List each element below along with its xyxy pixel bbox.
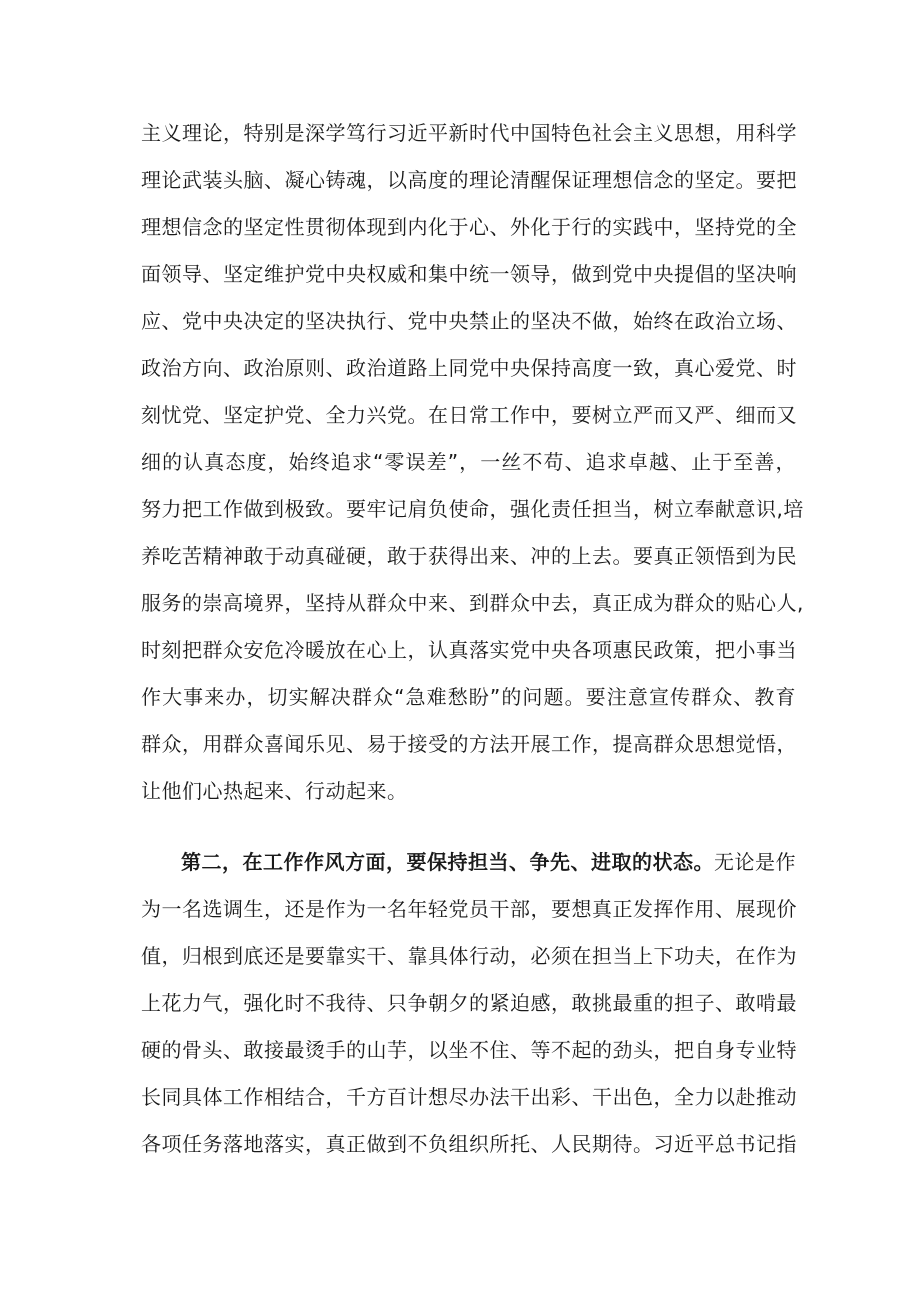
p2-line-3: 值，归根到底还是要靠实干、靠具体行动，必须在担当上下功夫，在作为 bbox=[141, 944, 797, 968]
p2-line-7: 各项任务落地落实，真正做到不负组织所托、人民期待。习近平总书记指 bbox=[141, 1132, 797, 1156]
p1-line-3: 理想信念的坚定性贯彻体现到内化于心、外化于行的实践中，坚持党的全 bbox=[141, 215, 797, 239]
p1-line-10: 养吃苦精神敢于动真碰硬，敢于获得出来、冲的上去。要真正领悟到为民 bbox=[141, 544, 797, 568]
p1-line-5: 应、党中央决定的坚决执行、党中央禁止的坚决不做，始终在政治立场、 bbox=[141, 309, 797, 333]
p2-heading: 第二，在工作作风方面，要保持担当、争先、进取的状态。 bbox=[181, 850, 714, 874]
p1-line-4: 面领导、坚定维护党中央权威和集中统一领导，做到党中央提倡的坚决响 bbox=[141, 262, 797, 286]
p1-line-2: 理论武装头脑、凝心铸魂，以高度的理论清醒保证理想信念的坚定。要把 bbox=[141, 168, 797, 192]
p1-line-1: 主义理论，特别是深学笃行习近平新时代中国特色社会主义思想，用科学 bbox=[141, 121, 797, 145]
p1-line-11: 服务的崇高境界，坚持从群众中来、到群众中去，真正成为群众的贴心人, bbox=[141, 591, 804, 615]
p1-line-15: 让他们心热起来、行动起来。 bbox=[141, 779, 408, 803]
p1-line-6: 政治方向、政治原则、政治道路上同党中央保持高度一致，真心爱党、时 bbox=[141, 356, 797, 380]
p1-line-8: 细的认真态度，始终追求“零误差”，一丝不苟、追求卓越、止于至善， bbox=[141, 450, 796, 474]
p2-line-5: 硬的骨头、敢接最烫手的山芋，以坐不住、等不起的劲头，把自身专业特 bbox=[141, 1038, 797, 1062]
p2-line-4: 上花力气，强化时不我待、只争朝夕的紧迫感，敢挑最重的担子、敢啃最 bbox=[141, 991, 797, 1015]
p1-line-13: 作大事来办，切实解决群众“急难愁盼”的问题。要注意宣传群众、教育 bbox=[141, 685, 796, 709]
p2-line-2: 为一名选调生，还是作为一名年轻党员干部，要想真正发挥作用、展现价 bbox=[141, 897, 797, 921]
p1-line-14: 群众，用群众喜闻乐见、易于接受的方法开展工作，提高群众思想觉悟， bbox=[141, 732, 797, 756]
p1-line-9: 努力把工作做到极致。要牢记肩负使命，强化责任担当，树立奉献意识,培 bbox=[141, 497, 804, 521]
p2-line-1-rest: 无论是作 bbox=[714, 850, 796, 874]
p1-line-7: 刻忧党、坚定护党、全力兴党。在日常工作中，要树立严而又严、细而又 bbox=[141, 403, 797, 427]
p2-line-1 bbox=[181, 846, 796, 878]
p2-line-6: 长同具体工作相结合，千方百计想尽办法干出彩、干出色，全力以赴推动 bbox=[141, 1085, 797, 1109]
p1-line-12: 时刻把群众安危冷暖放在心上，认真落实党中央各项惠民政策，把小事当 bbox=[141, 638, 797, 662]
